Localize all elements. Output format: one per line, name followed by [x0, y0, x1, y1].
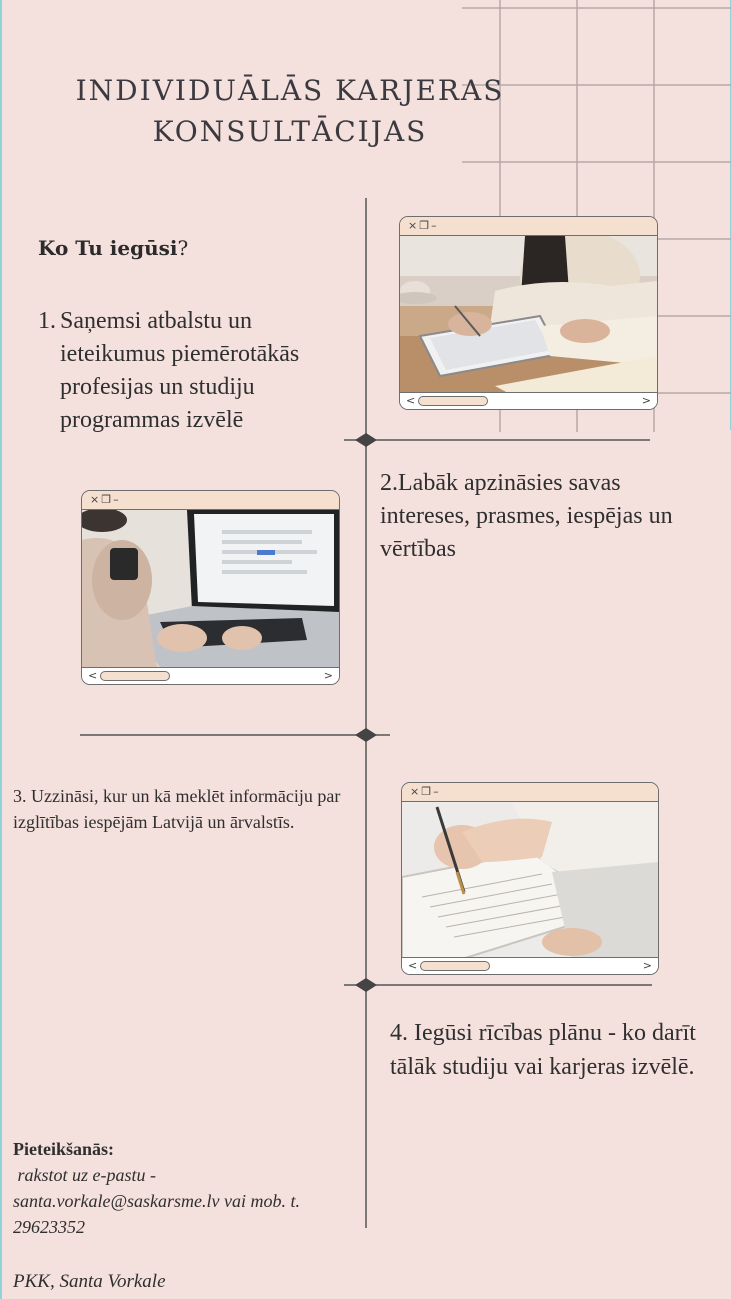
- window-title-bar: [82, 491, 339, 510]
- restore-icon: ❐: [419, 219, 430, 232]
- benefit-item-2: 2.Labāk apzināsies savas intereses, prasmes, iespējas un vērtības: [380, 470, 673, 562]
- contact-line-2: santa.vorkale@saskarsme.lv vai mob. t.: [13, 1191, 301, 1211]
- contact-line-1: rakstot uz e-pastu -: [13, 1165, 156, 1185]
- benefit-item-1-text: Saņemsi atbalstu un ieteikumus piemērotākās profesijas un studiju programmas izvēlē: [60, 308, 300, 433]
- restore-icon: ❐: [421, 785, 432, 798]
- photo-window-tablet: [399, 216, 658, 410]
- page-title-line-1: INDIVIDUĀLĀS KARJERAS: [75, 74, 505, 107]
- window-scrollbar: [402, 957, 658, 974]
- contact-label: Pieteikšanās:: [13, 1139, 114, 1159]
- contact-line-3: 29623352: [13, 1217, 85, 1237]
- section-heading-text: Ko Tu iegūsi: [38, 236, 178, 260]
- window-title-bar: [400, 217, 657, 236]
- scroll-left-icon: <: [406, 394, 416, 407]
- minimize-icon: –: [113, 493, 119, 506]
- laptop-typing-photo: [82, 510, 339, 669]
- scroll-right-icon: >: [323, 669, 333, 682]
- scroll-thumb: [418, 396, 488, 406]
- window-scrollbar: [82, 667, 339, 684]
- section-heading-mark: ?: [177, 236, 189, 260]
- tablet-writing-photo: [400, 236, 657, 394]
- photo-window-notebook: [401, 782, 659, 975]
- timeline-node-3: [355, 978, 377, 992]
- close-icon: ×: [410, 785, 420, 798]
- photo-window-laptop: [81, 490, 340, 685]
- notebook-writing-photo: [402, 802, 658, 959]
- minimize-icon: –: [433, 785, 439, 798]
- window-title-bar: [402, 783, 658, 802]
- timeline-node-1: [355, 433, 377, 447]
- benefit-item-3: 3. Uzzināsi, kur un kā meklēt informāciju par izglītības iespējām Latvijā un ārvalstīs.: [13, 786, 341, 832]
- close-icon: ×: [408, 219, 418, 232]
- scroll-left-icon: <: [408, 959, 418, 972]
- close-icon: ×: [90, 493, 100, 506]
- timeline-node-2: [355, 728, 377, 742]
- minimize-icon: –: [431, 219, 437, 232]
- benefit-item-1: [38, 305, 358, 437]
- scroll-thumb: [100, 671, 170, 681]
- section-heading: [38, 236, 188, 260]
- benefit-item-1-number: 1.: [38, 308, 56, 334]
- page-title-line-2: KONSULTĀCIJAS: [152, 115, 428, 148]
- scroll-right-icon: >: [642, 959, 652, 972]
- scroll-left-icon: <: [88, 669, 98, 682]
- author-footer: PKK, Santa Vorkale: [13, 1271, 166, 1292]
- window-scrollbar: [400, 392, 657, 409]
- restore-icon: ❐: [101, 493, 112, 506]
- scroll-right-icon: >: [641, 394, 651, 407]
- benefit-item-4: 4. Iegūsi rīcības plānu - ko darīt tālāk studiju vai karjeras izvēlē.: [390, 1020, 696, 1080]
- scroll-thumb: [420, 961, 490, 971]
- contact-info: [13, 1136, 363, 1240]
